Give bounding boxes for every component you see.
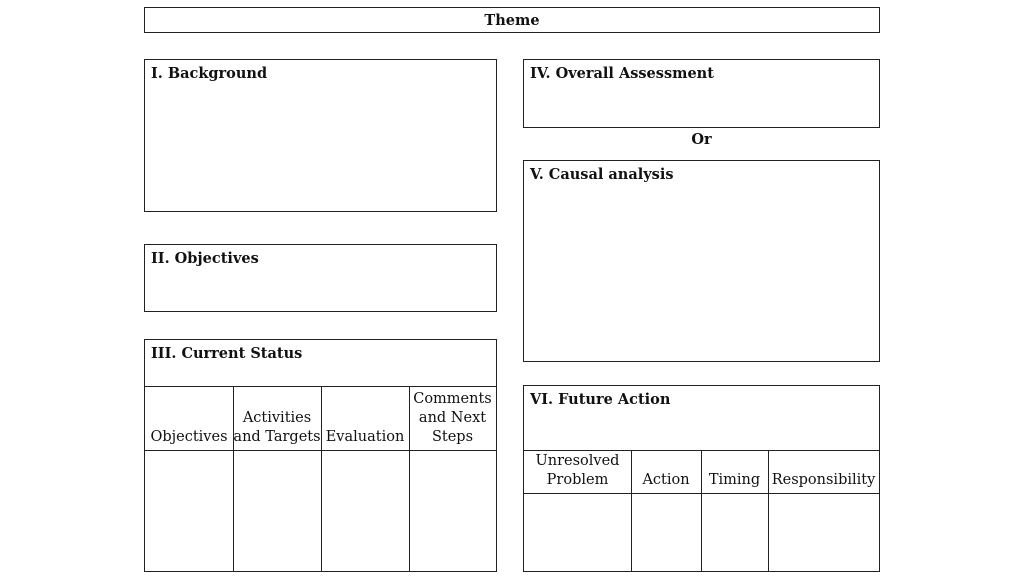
overall-assessment-box	[523, 59, 880, 128]
background-title: I. Background	[151, 65, 268, 82]
current-status-column-header: Objectives	[150, 429, 228, 445]
future-action-title: VI. Future Action	[530, 391, 671, 408]
overall-assessment-title: IV. Overall Assessment	[530, 65, 714, 82]
objectives-box	[144, 244, 497, 312]
causal-analysis-box	[523, 160, 880, 362]
theme-box	[144, 7, 880, 33]
causal-analysis-title: V. Causal analysis	[530, 166, 674, 183]
current-status-column-header: Evaluation	[325, 429, 405, 445]
future-action-column-header: Unresolved Problem	[535, 453, 620, 488]
theme-label: Theme	[484, 12, 540, 29]
current-status-column-header: Comments and Next Steps	[413, 391, 492, 445]
future-action-column-header: Responsibility	[771, 472, 876, 488]
current-status-title: III. Current Status	[151, 345, 303, 362]
background-box	[144, 59, 497, 212]
future-action-box	[523, 385, 880, 572]
current-status-column-header: Activities and Targets	[233, 410, 321, 445]
objectives-title: II. Objectives	[151, 250, 259, 267]
future-action-column-header: Action	[642, 472, 690, 488]
or-label: Or	[691, 131, 712, 148]
future-action-column-header: Timing	[708, 472, 761, 488]
current-status-box	[144, 339, 497, 572]
